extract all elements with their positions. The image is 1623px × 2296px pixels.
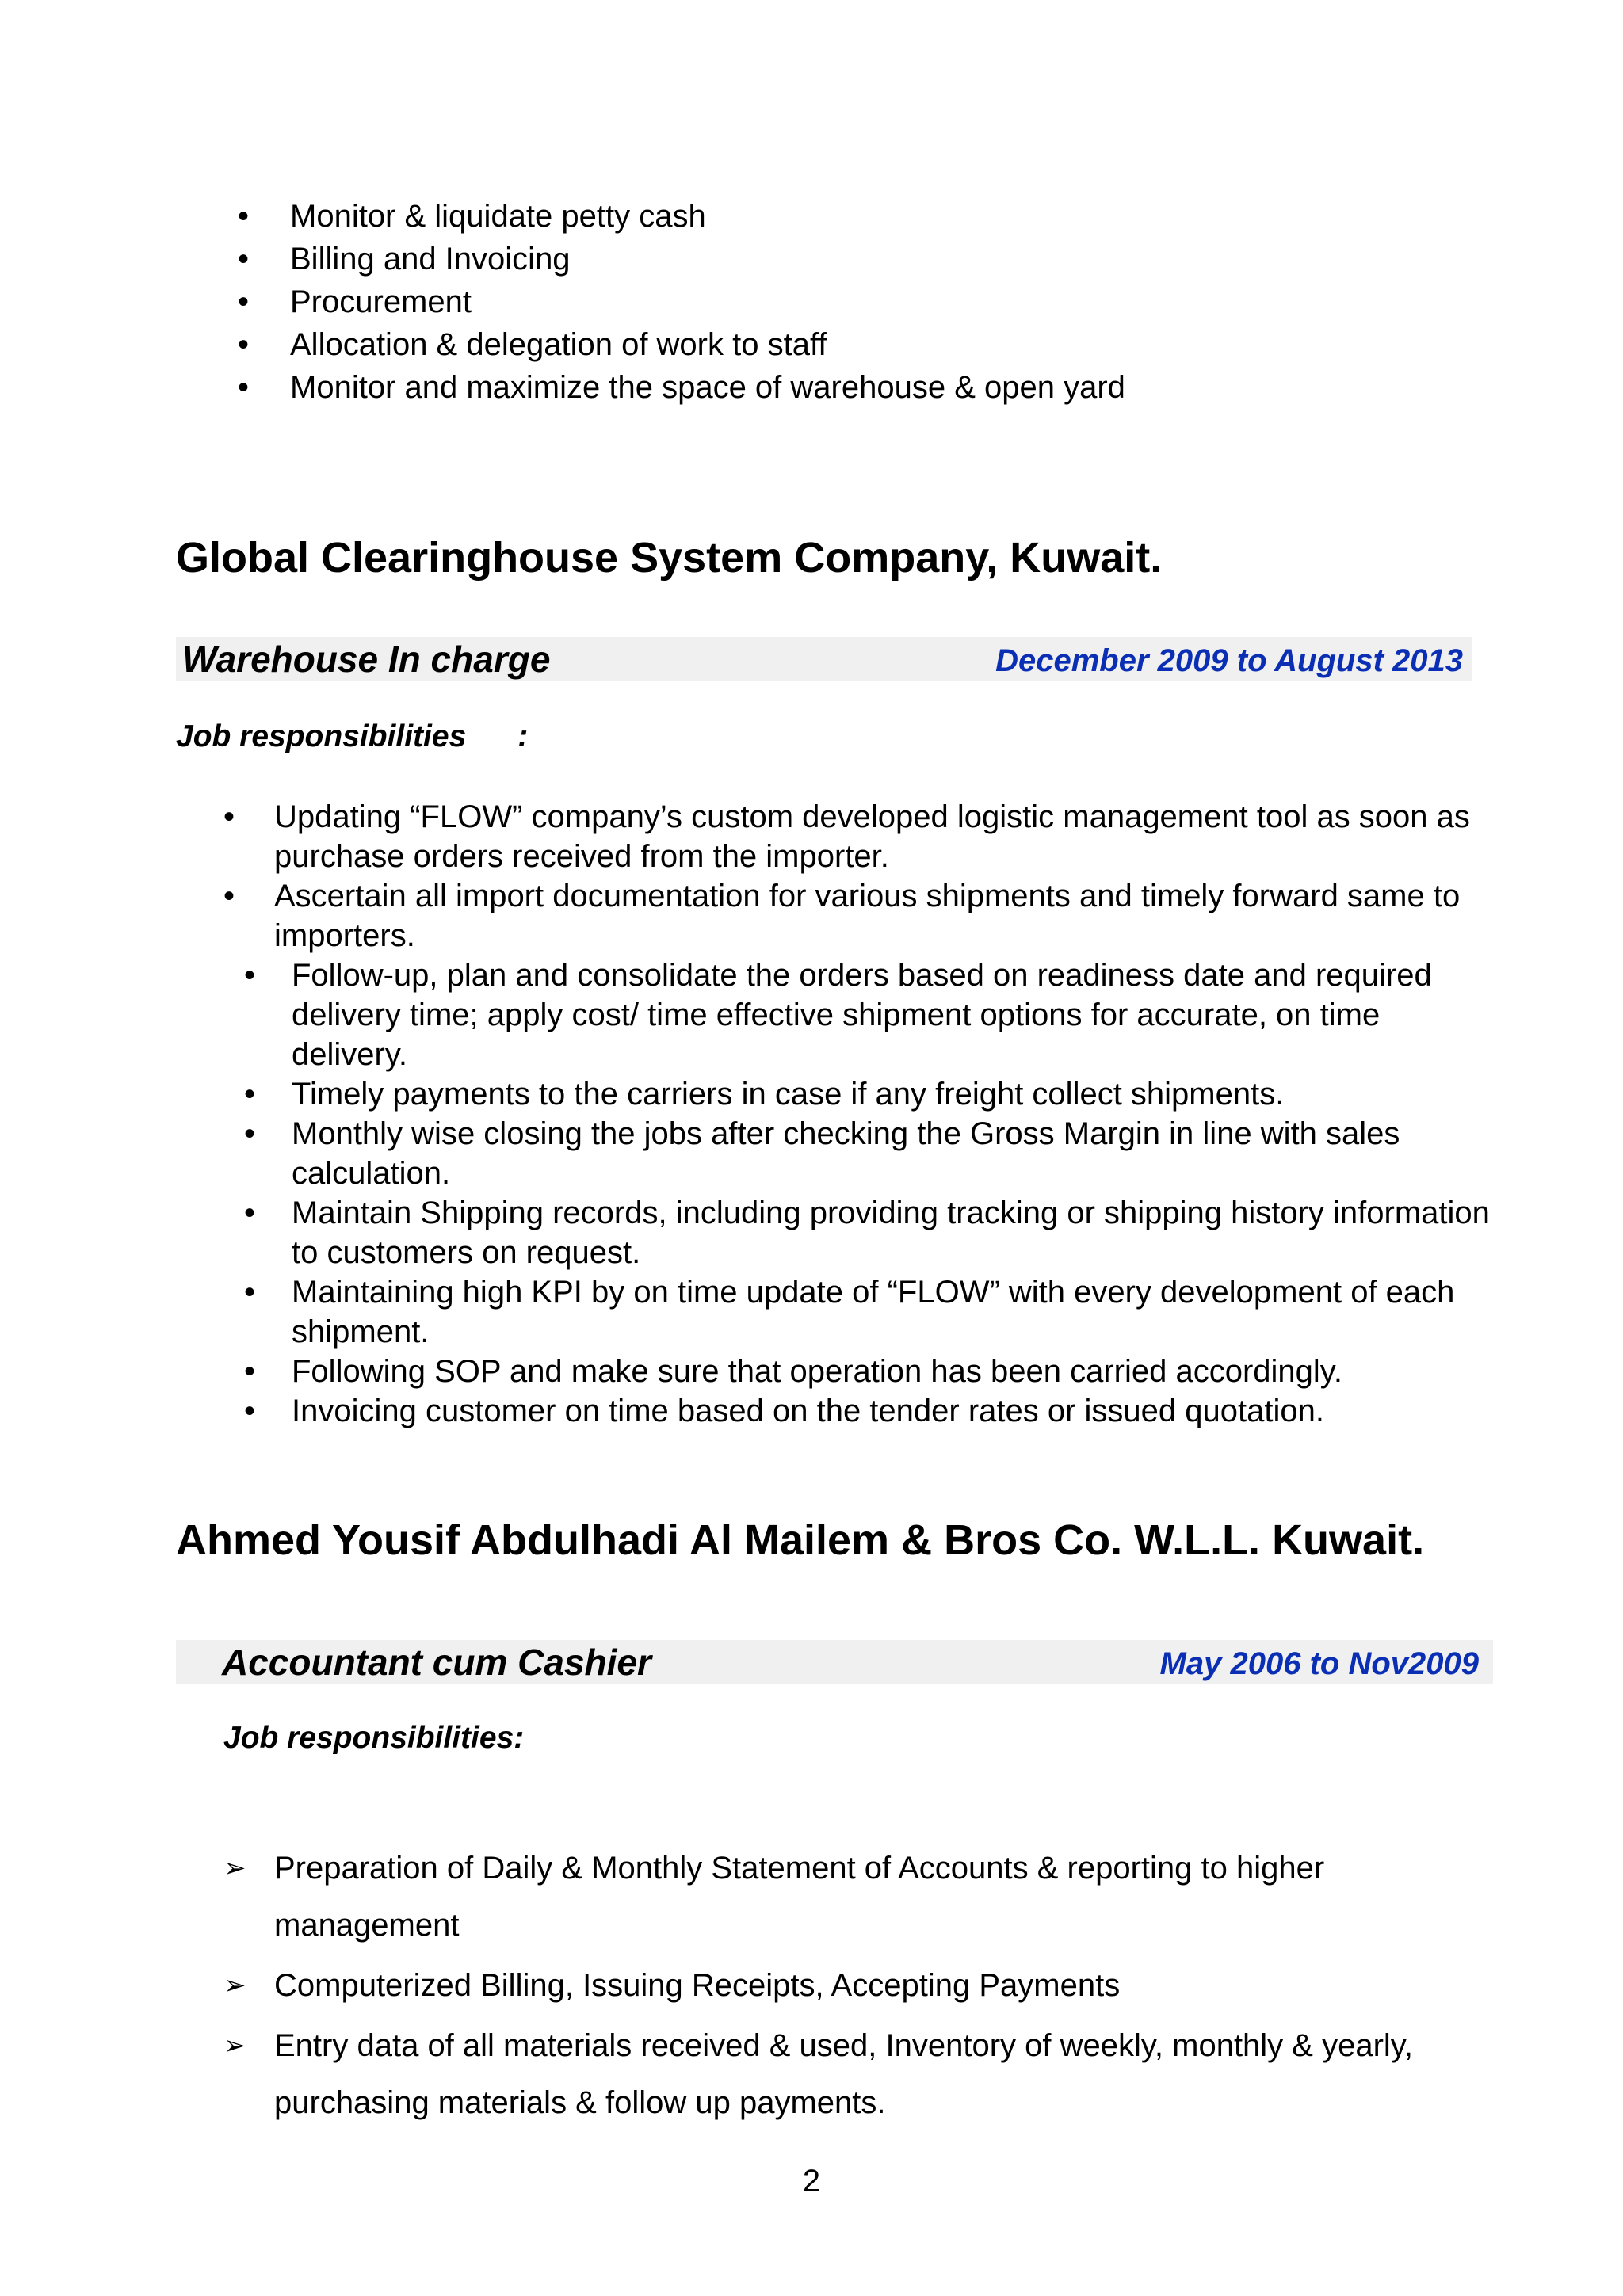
page-number: 2 xyxy=(802,2164,821,2199)
list-item: • Ascertain all import documentation for various shipments and timely forward same to importers. xyxy=(223,876,1491,955)
list-item: • Invoicing customer on time based on the tender rates or issued quotation. xyxy=(223,1391,1491,1431)
role-title: Accountant cum Cashier xyxy=(222,1642,651,1683)
list-item: • Monitor and maximize the space of warehouse & open yard xyxy=(238,366,1506,409)
list-item: ➢ Computerized Billing, Issuing Receipts, Accepting Payments xyxy=(223,1957,1491,2014)
top-bullet-list xyxy=(238,195,1506,409)
list-item: • Monitor & liquidate petty cash xyxy=(238,195,1506,238)
company-heading-global: Global Clearinghouse System Company, Kuwait. xyxy=(176,534,1163,582)
role-title: Warehouse In charge xyxy=(182,639,551,680)
list-item: • Monthly wise closing the jobs after checking the Gross Margin in line with sales calculation. xyxy=(223,1114,1491,1193)
job-responsibilities-label: Job responsibilities: xyxy=(223,1721,525,1755)
role-dates: May 2006 to Nov2009 xyxy=(1159,1646,1479,1681)
list-item: • Following SOP and make sure that operation has been carried accordingly. xyxy=(223,1352,1491,1391)
list-item: ➢ Entry data of all materials received & used, Inventory of weekly, monthly & yearly, purchasing materials & follow up payments. xyxy=(223,2017,1491,2131)
job2-arrow-list xyxy=(223,1840,1491,2134)
company-heading-al-mailem: Ahmed Yousif Abdulhadi Al Mailem & Bros Co. W.L.L. Kuwait. xyxy=(176,1516,1425,1564)
list-item: • Follow-up, plan and consolidate the orders based on readiness date and required delivery time; apply cost/ time effective shipment options for accurate, on time delivery. xyxy=(223,955,1491,1074)
list-item: • Allocation & delegation of work to staff xyxy=(238,323,1506,366)
list-item: • Updating “FLOW” company’s custom developed logistic management tool as soon as purchase orders received from the importer. xyxy=(223,797,1491,876)
list-item: • Billing and Invoicing xyxy=(238,238,1506,280)
job1-bullet-list xyxy=(223,797,1491,1431)
list-item: • Maintain Shipping records, including providing tracking or shipping history information to customers on request. xyxy=(223,1193,1491,1272)
list-item: • Procurement xyxy=(238,280,1506,323)
list-item: • Maintaining high KPI by on time update of “FLOW” with every development of each shipment. xyxy=(223,1272,1491,1352)
list-item: ➢ Preparation of Daily & Monthly Statement of Accounts & reporting to higher management xyxy=(223,1840,1491,1954)
role-bar-accountant xyxy=(176,1640,1493,1684)
role-bar-warehouse xyxy=(176,637,1472,681)
job-responsibilities-label: Job responsibilities : xyxy=(176,719,529,753)
list-item: • Timely payments to the carriers in case if any freight collect shipments. xyxy=(223,1074,1491,1114)
role-dates: December 2009 to August 2013 xyxy=(995,643,1463,678)
